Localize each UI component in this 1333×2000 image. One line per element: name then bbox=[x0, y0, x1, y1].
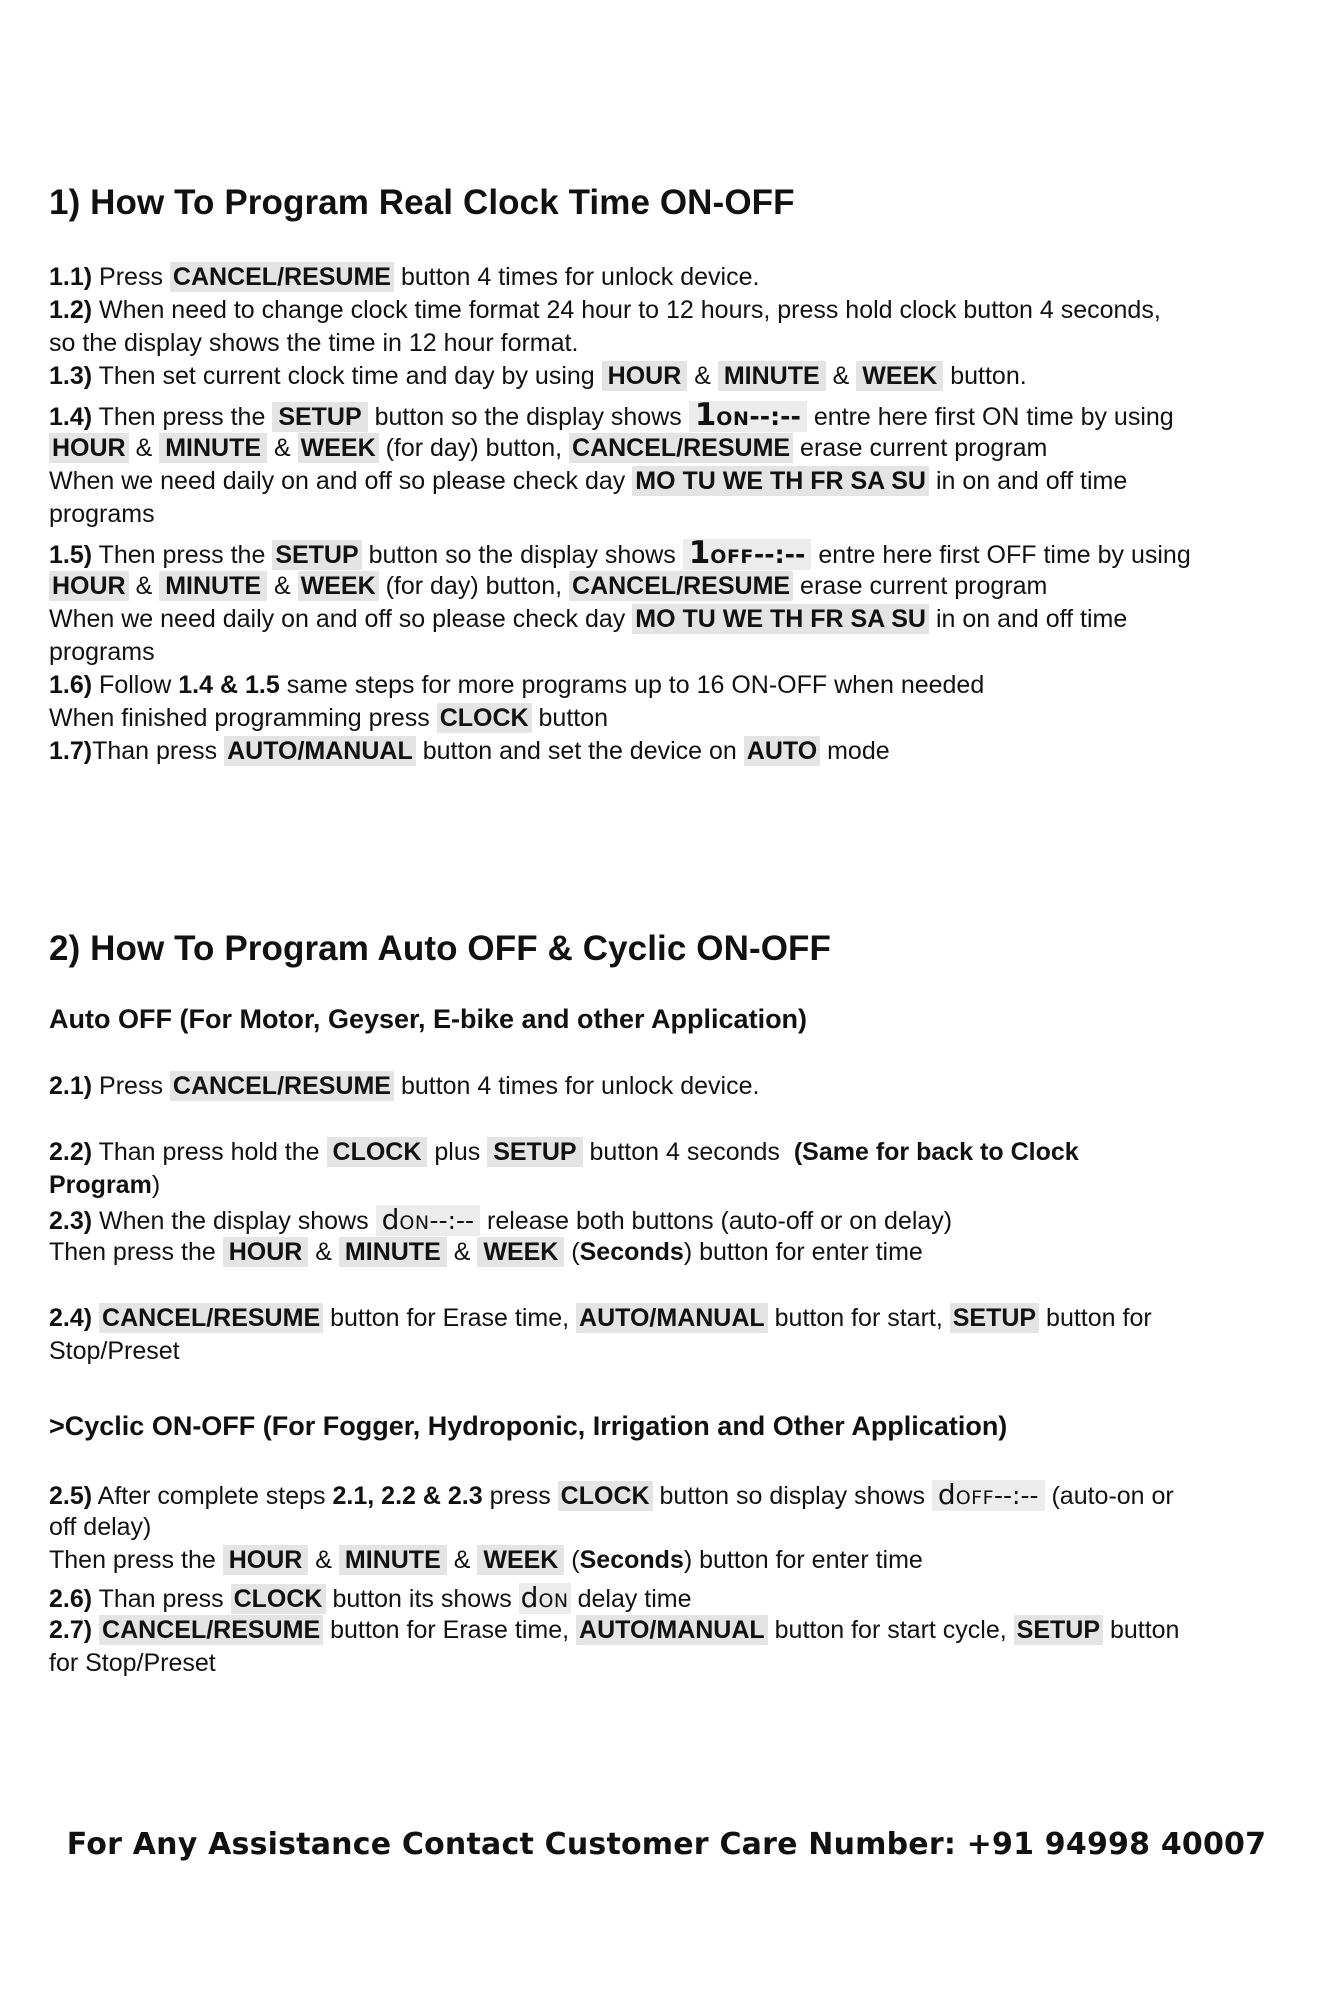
week-key: WEEK bbox=[298, 571, 379, 601]
step-1-5-daily: When we need daily on and off so please check day MO TU WE TH FR SA SU in on and off time bbox=[49, 605, 1128, 633]
step-2-3-keys: Then press the HOUR & MINUTE & WEEK (Seconds) button for enter time bbox=[49, 1238, 923, 1266]
step-2-7-cont: for Stop/Preset bbox=[49, 1649, 216, 1677]
minute-key: MINUTE bbox=[339, 1237, 447, 1267]
week-key: WEEK bbox=[477, 1545, 564, 1575]
step-1-5-programs: programs bbox=[49, 638, 155, 666]
cancel-resume-key: CANCEL/RESUME bbox=[569, 433, 793, 463]
step-1-2: 1.2) When need to change clock time format 24 hour to 12 hours, press hold clock button 4 seconds, bbox=[49, 296, 1161, 324]
display-don-small: dON bbox=[520, 1581, 569, 1614]
step-2-4-block bbox=[49, 1302, 1299, 1368]
step-2-2: 2.2) Than press hold the CLOCK plus SETUP button 4 seconds (Same for back to Clock bbox=[49, 1138, 1079, 1166]
setup-key: SETUP bbox=[487, 1137, 582, 1167]
hour-key: HOUR bbox=[223, 1545, 309, 1575]
setup-key: SETUP bbox=[950, 1303, 1039, 1333]
auto-off-heading: Auto OFF (For Motor, Geyser, E-bike and other Application) bbox=[49, 1004, 808, 1034]
step-2-2-cont: Program) bbox=[49, 1171, 161, 1199]
cancel-resume-key: CANCEL/RESUME bbox=[170, 262, 394, 292]
step-1-6: 1.6) Follow 1.4 & 1.5 same steps for more programs up to 16 ON-OFF when needed bbox=[49, 671, 985, 699]
auto-manual-key: AUTO/MANUAL bbox=[576, 1615, 768, 1645]
customer-care-footer: For Any Assistance Contact Customer Care Number: +91 94998 40007 bbox=[66, 1827, 1267, 1862]
cancel-resume-key: CANCEL/RESUME bbox=[170, 1071, 394, 1101]
step-2-1: 2.1) Press CANCEL/RESUME button 4 times for unlock device. bbox=[49, 1072, 760, 1100]
week-key: WEEK bbox=[477, 1237, 564, 1267]
step-2-4: 2.4) CANCEL/RESUME button for Erase time, AUTO/MANUAL button for start, SETUP button for bbox=[49, 1304, 1152, 1332]
display-1off: 1OFF--:-- bbox=[683, 539, 812, 570]
step-2-7: 2.7) CANCEL/RESUME button for Erase time, AUTO/MANUAL button for start cycle, SETUP button bbox=[49, 1616, 1180, 1644]
section2-title: 2) How To Program Auto OFF & Cyclic ON-OFF bbox=[49, 929, 831, 968]
week-key: WEEK bbox=[298, 433, 379, 463]
section1-steps bbox=[49, 261, 1299, 768]
hour-key: HOUR bbox=[49, 571, 129, 601]
step-2-5-block bbox=[49, 1478, 1299, 1680]
setup-key: SETUP bbox=[1014, 1615, 1103, 1645]
step-1-4-keys: HOUR & MINUTE & WEEK (for day) button, CANCEL/RESUME erase current program bbox=[49, 432, 1299, 465]
setup-key: SETUP bbox=[272, 402, 367, 432]
cancel-resume-key: CANCEL/RESUME bbox=[569, 571, 793, 601]
step-1-6-finish: When finished programming press CLOCK button bbox=[49, 704, 609, 732]
auto-manual-key: AUTO/MANUAL bbox=[224, 736, 416, 766]
setup-key: SETUP bbox=[272, 540, 361, 570]
minute-key: MINUTE bbox=[159, 433, 267, 463]
days-key: MO TU WE TH FR SA SU bbox=[632, 466, 929, 496]
step-2-2-block bbox=[49, 1136, 1299, 1269]
clock-key: CLOCK bbox=[231, 1584, 326, 1614]
step-2-6: 2.6) Than press CLOCK button its shows dON delay time bbox=[49, 1581, 692, 1614]
cancel-resume-key: CANCEL/RESUME bbox=[99, 1615, 323, 1645]
step-1-4-programs: programs bbox=[49, 500, 155, 528]
step-1-5: 1.5) Then press the SETUP button so the display shows 1OFF--:-- entre here first OFF time by using bbox=[49, 535, 1191, 571]
display-doff: dOFF--:-- bbox=[932, 1480, 1045, 1511]
step-1-4-daily: When we need daily on and off so please check day MO TU WE TH FR SA SU in on and off time bbox=[49, 467, 1128, 495]
step-2-4-cont: Stop/Preset bbox=[49, 1337, 180, 1365]
step-2-3: 2.3) When the display shows dON--:-- release both buttons (auto-off or on delay) bbox=[49, 1203, 953, 1236]
display-1on: 1ON--:-- bbox=[689, 401, 807, 432]
display-don: dON--:-- bbox=[376, 1205, 480, 1236]
clock-key: CLOCK bbox=[327, 1137, 428, 1167]
days-key: MO TU WE TH FR SA SU bbox=[632, 604, 929, 634]
step-2-1-block bbox=[49, 1070, 1299, 1103]
step-2-5-keys: Then press the HOUR & MINUTE & WEEK (Seconds) button for enter time bbox=[49, 1546, 923, 1574]
cancel-resume-key: CANCEL/RESUME bbox=[99, 1303, 323, 1333]
step-1-3: 1.3) Then set current clock time and day by using HOUR & MINUTE & WEEK button. bbox=[49, 362, 1027, 390]
hour-key: HOUR bbox=[602, 361, 688, 391]
step-1-5-keys: HOUR & MINUTE & WEEK (for day) button, CANCEL/RESUME erase current program bbox=[49, 570, 1299, 603]
step-1-1: 1.1) Press CANCEL/RESUME button 4 times for unlock device. bbox=[49, 263, 760, 291]
week-key: WEEK bbox=[856, 361, 943, 391]
step-1-4: 1.4) Then press the SETUP button so the display shows 1ON--:-- entre here first ON time by using bbox=[49, 397, 1174, 433]
auto-manual-key: AUTO/MANUAL bbox=[576, 1303, 768, 1333]
minute-key: MINUTE bbox=[159, 571, 267, 601]
minute-key: MINUTE bbox=[339, 1545, 447, 1575]
step-2-5: 2.5) After complete steps 2.1, 2.2 & 2.3 press CLOCK button so display shows dOFF--:-- (auto-on or bbox=[49, 1478, 1174, 1511]
auto-key: AUTO bbox=[744, 736, 820, 766]
cyclic-heading: >Cyclic ON-OFF (For Fogger, Hydroponic, Irrigation and Other Application) bbox=[49, 1411, 1008, 1441]
step-1-2-cont: so the display shows the time in 12 hour format. bbox=[49, 329, 579, 357]
hour-key: HOUR bbox=[223, 1237, 309, 1267]
minute-key: MINUTE bbox=[718, 361, 826, 391]
step-2-5-cont: off delay) bbox=[49, 1513, 152, 1541]
clock-key: CLOCK bbox=[558, 1481, 653, 1511]
clock-key: CLOCK bbox=[437, 703, 532, 733]
hour-key: HOUR bbox=[49, 433, 129, 463]
step-1-7: 1.7)Than press AUTO/MANUAL button and set the device on AUTO mode bbox=[49, 737, 890, 765]
section1-title: 1) How To Program Real Clock Time ON-OFF bbox=[49, 183, 795, 222]
